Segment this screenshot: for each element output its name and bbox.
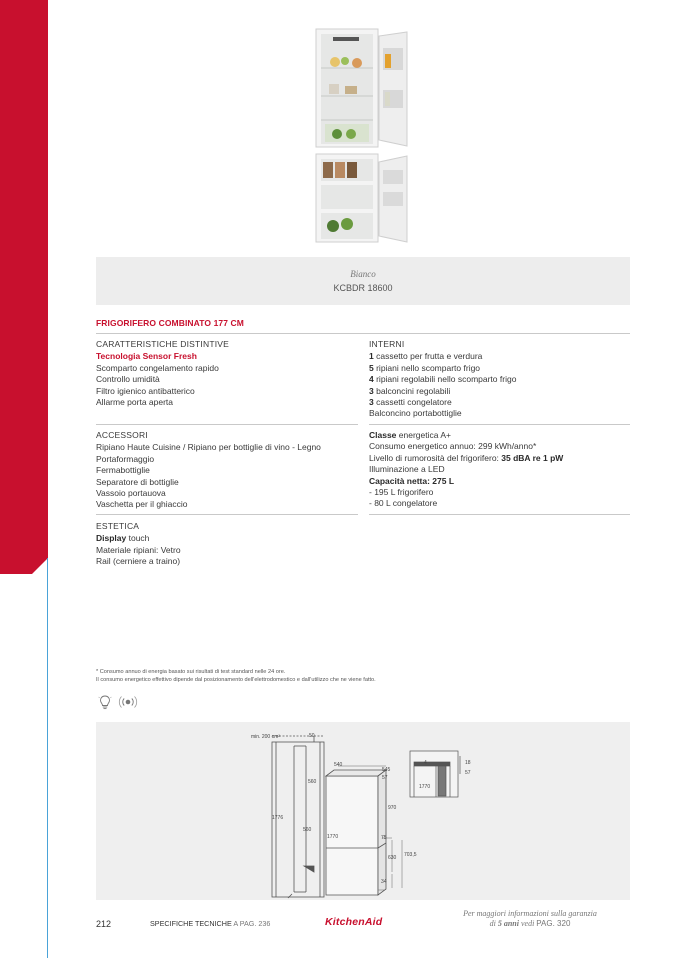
dim-label: 1770 xyxy=(327,834,339,840)
freezer-capacity: - 80 L congelatore xyxy=(369,498,438,509)
dim-label: 703,5 xyxy=(404,852,417,858)
dim-label: 560 xyxy=(308,779,317,785)
dim-label: min. 200 cm² xyxy=(251,734,280,740)
dim-label: 1770 xyxy=(419,784,431,790)
dim-label: 18 xyxy=(465,760,471,766)
page-edge-line xyxy=(47,558,48,958)
noise-level: Livello di rumorosità del frigorifero: 35 dBA re 1 pW xyxy=(369,452,564,463)
shelf-material: Materiale ripiani: Vetro xyxy=(96,544,181,555)
feature-item: Scomparto congelamento rapido xyxy=(96,362,219,373)
dim-label: 34 xyxy=(381,879,387,885)
dim-label: 545 xyxy=(382,767,391,773)
net-capacity: Capacità netta: 275 L xyxy=(369,475,455,486)
section-heading: ESTETICA xyxy=(96,521,140,531)
accessory-item: Vaschetta per il ghiaccio xyxy=(96,499,188,510)
dim-label: 57 xyxy=(382,775,388,781)
caption-box xyxy=(96,257,630,305)
accessory-item: Ripiano Haute Cuisine / Ripiano per bottiglie di vino - Legno xyxy=(96,442,321,453)
light-bulb-icon xyxy=(98,694,112,710)
section-rule xyxy=(96,424,358,425)
section-interni xyxy=(369,339,630,420)
sensor-icon xyxy=(118,694,138,710)
red-band-notch xyxy=(0,558,48,574)
section-energia xyxy=(369,430,630,510)
interni-item: Balconcino portabottiglie xyxy=(369,408,462,419)
accessory-item: Separatore di bottiglie xyxy=(96,476,179,487)
caption-model: KCBDR 18600 xyxy=(333,283,393,293)
warranty-note: Per maggiori informazioni sulla garanzia di 5 anni vedi PAG. 320 xyxy=(463,909,597,928)
rail-type: Rail (cerniere a traino) xyxy=(96,556,181,567)
energy-consumption: Consumo energetico annuo: 299 kWh/anno* xyxy=(369,441,537,452)
brand-logo: KitchenAid xyxy=(325,916,383,928)
spec-reference[interactable]: SPECIFICHE TECNICHE A PAG. 236 xyxy=(150,919,271,928)
feature-item: Allarme porta aperta xyxy=(96,397,174,408)
section-rule xyxy=(369,514,630,515)
section-estetica xyxy=(96,521,358,568)
dim-label: 630 xyxy=(388,855,397,861)
highlight-feature: Tecnologia Sensor Fresh xyxy=(96,351,197,362)
fridge-capacity: - 195 L frigorifero xyxy=(369,487,434,498)
energy-class: Classe energetica A+ xyxy=(369,430,452,440)
interni-item: 1 cassetto per frutta e verdura xyxy=(369,351,483,362)
feature-item: Controllo umidità xyxy=(96,374,160,385)
technical-drawing xyxy=(96,722,630,900)
section-heading: INTERNI xyxy=(369,339,405,349)
caption-color: Bianco xyxy=(350,269,376,279)
section-accessori xyxy=(96,430,358,511)
page-number: 212 xyxy=(96,919,112,929)
interni-item: 3 cassetti congelatore xyxy=(369,397,452,408)
section-caratteristiche xyxy=(96,339,358,408)
product-image xyxy=(315,28,411,246)
feature-item: Filtro igienico antibatterico xyxy=(96,385,195,396)
dimension-drawing xyxy=(96,722,630,900)
section-rule xyxy=(369,424,630,425)
section-rule xyxy=(96,514,358,515)
display-type: Display touch xyxy=(96,533,150,544)
title-rule xyxy=(96,333,630,334)
footnote xyxy=(96,669,376,684)
red-side-band xyxy=(0,0,48,558)
dim-label: 1776 xyxy=(272,815,284,821)
section-heading: CARATTERISTICHE DISTINTIVE xyxy=(96,339,230,349)
interni-item: 4 ripiani regolabili nello scomparto frigo xyxy=(369,374,517,385)
accessory-item: Fermabottiglie xyxy=(96,465,150,476)
dim-label: 4 xyxy=(424,760,427,766)
interni-item: 3 balconcini regolabili xyxy=(369,385,451,396)
dim-label: 970 xyxy=(388,805,397,811)
section-heading: ACCESSORI xyxy=(96,430,148,440)
lighting: Illuminazione a LED xyxy=(369,464,445,475)
dim-label: 75 xyxy=(381,835,387,841)
accessory-item: Vassoio portauova xyxy=(96,488,166,499)
dim-label: 50 xyxy=(309,733,315,739)
dim-label: 540 xyxy=(334,762,343,768)
accessory-item: Portaformaggio xyxy=(96,453,155,464)
dim-label: 57 xyxy=(465,770,471,776)
footnote-line: Il consumo energetico effettivo dipende dal posizionamento dell'elettrodomestico e dall'utilizzo che ne viene fatto. xyxy=(96,676,376,683)
footnote-line: * Consumo annuo di energia basato sui risultati di test standard nelle 24 ore. xyxy=(96,669,286,675)
interni-item: 5 ripiani nello scomparto frigo xyxy=(369,362,481,373)
dim-label: 560 xyxy=(303,827,312,833)
product-title: FRIGORIFERO COMBINATO 177 CM xyxy=(96,318,244,328)
